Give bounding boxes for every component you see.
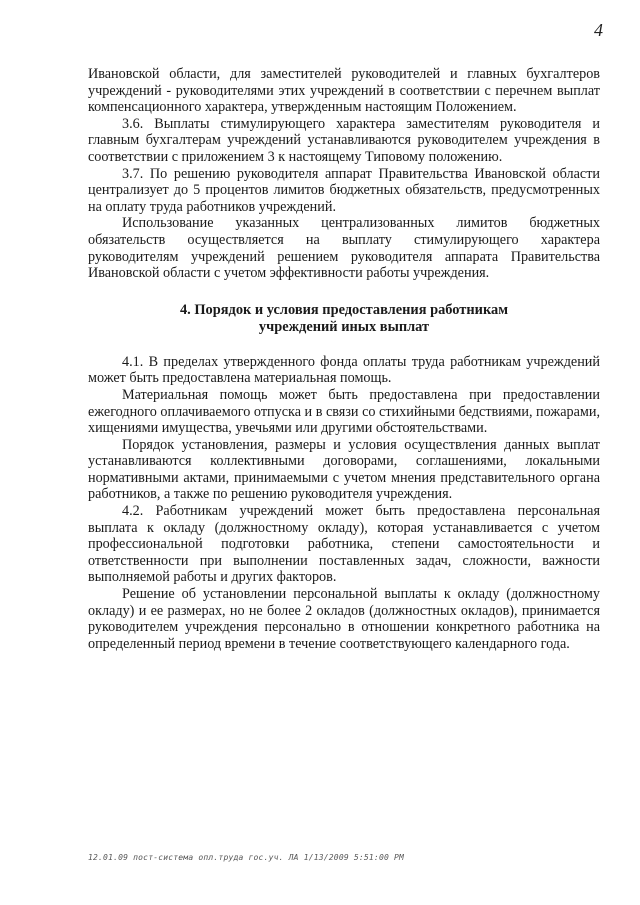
section-heading-line-2: учреждений иных выплат [258,318,430,335]
page-number: 4 [594,20,603,40]
paragraph-3-6: 3.6. Выплаты стимулирующего характера заместителям руководителя и главным бухгалтерам учреждений устанавливаются руководителем учреждения в соответствии с приложением 3 к настоящему Типовому положению. [88,115,600,165]
paragraph-use-of-limits: Использование указанных централизованных лимитов бюджетных обязательств осуществляется на выплату стимулирующего характера руководителям учреждений решением руководителя аппарата Правительства Ивановской области с учетом эффективности работы учреждения. [88,215,600,282]
paragraph-procedure: Порядок установления, размеры и условия осуществления данных выплат устанавливаются коллективными договорами, соглашениями, локальными нормативными актами, принимаемыми с учетом мнения представительного органа работников, а также по решению руководителя учреждения. [88,436,600,503]
document-body [88,66,600,652]
paragraph-decision: Решение об установлении персональной выплаты к окладу (должностному окладу) и ее размерах, но не более 2 окладов (должностных окладов), принимается руководителем учреждения персонально в отношении конкретного работника на определенный период времени в течение соответствующего календарного года. [88,586,600,652]
paragraph-continuation: Ивановской области, для заместителей руководителей и главных бухгалтеров учреждений - руководителями этих учреждений в соответствии с перечнем выплат компенсационного характера, утвержденным настоящим Положением. [88,66,600,116]
section-heading [88,302,600,336]
paragraph-3-7: 3.7. По решению руководителя аппарат Правительства Ивановской области централизует до 5 процентов лимитов бюджетных обязательств, предусмотренных на оплату труда работников учреждений. [88,165,600,215]
paragraph-4-2: 4.2. Работникам учреждений может быть предоставлена персональная выплата к окладу (должностному окладу), которая устанавливается с учетом профессиональной подготовки работника, степени самостоятельности и ответственности при выполнении поставленных задач, сложности, важности выполняемой работы и других факторов. [88,503,600,586]
paragraph-4-1: 4.1. В пределах утвержденного фонда оплаты труда работникам учреждений может быть предоставлена материальная помощь. [88,353,600,387]
document-footer: 12.01.09 пост-система опл.труда гос.уч. ЛА 1/13/2009 5:51:00 PM [88,853,405,862]
section-heading-line-1: 4. Порядок и условия предоставления работникам [179,301,509,318]
paragraph-material-aid: Материальная помощь может быть предоставлена при предоставлении ежегодного оплачиваемого отпуска и в связи со стихийными бедствиями, пожарами, хищениями имущества, увечьями или другими обстоятельствами. [88,386,600,437]
